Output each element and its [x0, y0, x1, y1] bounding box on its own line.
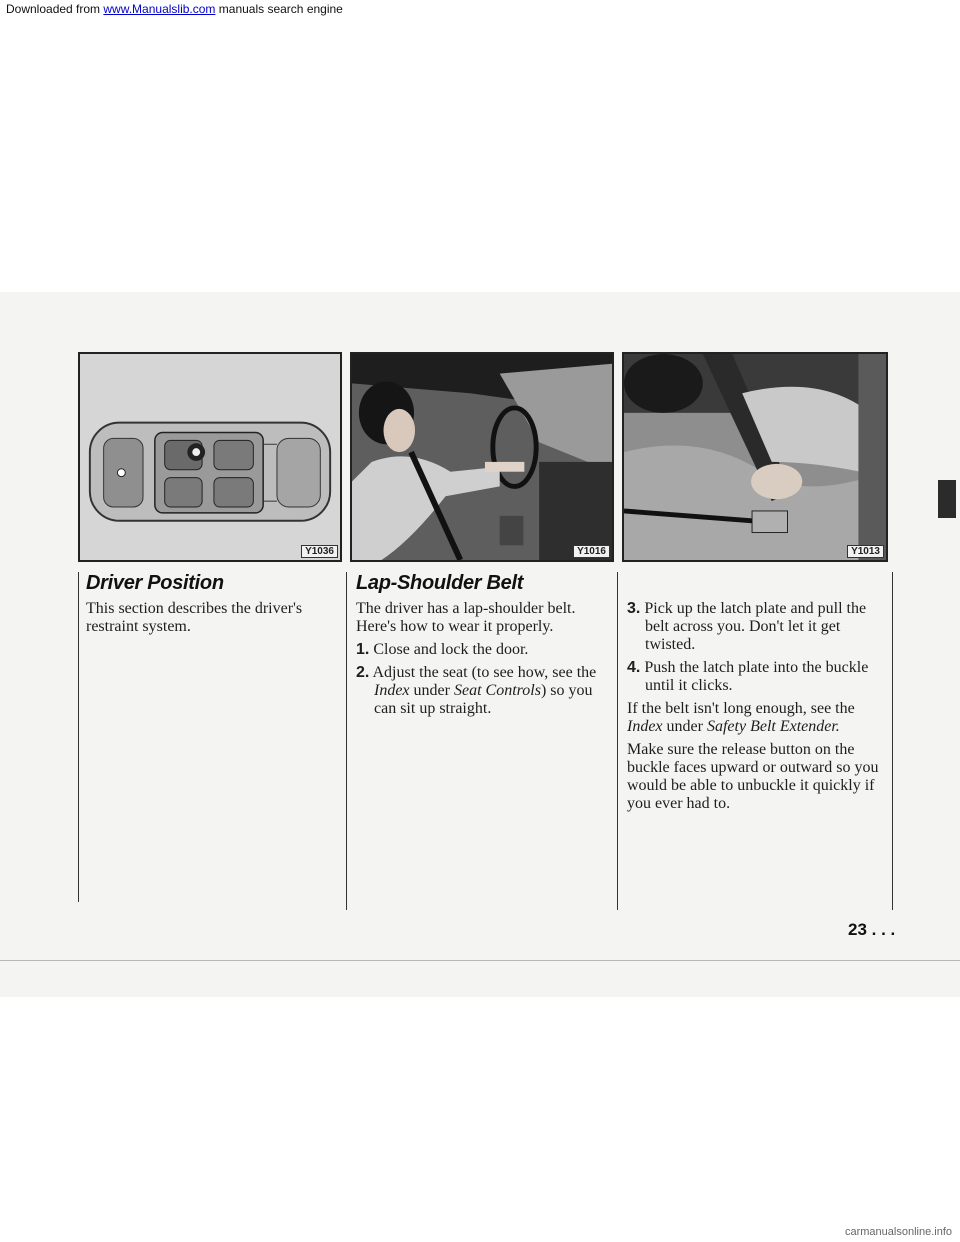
index-reference: Index	[627, 718, 663, 735]
step-4	[627, 659, 881, 695]
step-2	[356, 664, 612, 718]
figure-code: Y1013	[847, 545, 884, 558]
manualslib-link[interactable]: www.Manualslib.com	[103, 2, 216, 16]
column-rule-outer	[892, 572, 893, 910]
step-text: Close and lock the door.	[373, 641, 529, 658]
middle-column	[356, 600, 612, 723]
figure-code: Y1036	[301, 545, 338, 558]
page-number: 23 . . .	[848, 920, 896, 939]
step-text: ) so you can sit up straight.	[374, 682, 593, 717]
index-reference: Index	[374, 682, 410, 699]
release-button-text: Make sure the release button on the buckle faces upward or outward so you would be able to unbuckle it quickly if you ever had to.	[627, 741, 879, 812]
step-text: Push the latch plate into the buckle until it clicks.	[644, 659, 869, 694]
car-top-view-drawing	[80, 354, 340, 560]
belt-buckle-drawing	[624, 354, 886, 560]
section-tab-marker	[938, 480, 956, 518]
paragraph-text: under	[662, 718, 707, 735]
figure-code: Y1016	[573, 545, 610, 558]
banner-suffix: manuals search engine	[215, 2, 343, 16]
left-column	[86, 600, 336, 641]
site-watermark: carmanualsonline.info	[844, 1226, 952, 1238]
car-top-view-illustration	[78, 352, 342, 562]
column-rule-left	[78, 572, 79, 902]
driver-position-heading: Driver Position	[86, 572, 224, 594]
driver-position-text: This section describes the driver's restraint system.	[86, 600, 303, 635]
belt-buckle-illustration	[622, 352, 888, 562]
right-column	[627, 600, 881, 818]
step-1	[356, 641, 612, 659]
paragraph-text: If the belt isn't long enough, see the	[627, 700, 855, 717]
driver-seated-drawing	[352, 354, 612, 560]
belt-intro-text: The driver has a lap-shoulder belt. Here's how to wear it properly.	[356, 600, 576, 635]
banner-prefix: Downloaded from	[6, 2, 104, 16]
step-number: 4.	[627, 659, 641, 676]
step-3	[627, 600, 881, 654]
step-text: under	[409, 682, 454, 699]
driver-seated-illustration	[350, 352, 614, 562]
belt-extender-text	[627, 700, 881, 736]
seat-controls-reference: Seat Controls	[453, 682, 541, 699]
page-bottom-rule	[0, 960, 960, 961]
lap-shoulder-belt-heading: Lap-Shoulder Belt	[356, 572, 524, 594]
safety-belt-extender-reference: Safety Belt Extender.	[706, 718, 840, 735]
column-rule-right	[617, 572, 618, 910]
download-banner	[6, 2, 906, 16]
step-number: 1.	[356, 641, 370, 658]
step-number: 3.	[627, 600, 641, 617]
column-rule-middle	[346, 572, 347, 910]
step-text: Adjust the seat (to see how, see the	[372, 664, 597, 681]
step-text: Pick up the latch plate and pull the belt across you. Don't let it get twisted.	[644, 600, 867, 653]
step-number: 2.	[356, 664, 370, 681]
